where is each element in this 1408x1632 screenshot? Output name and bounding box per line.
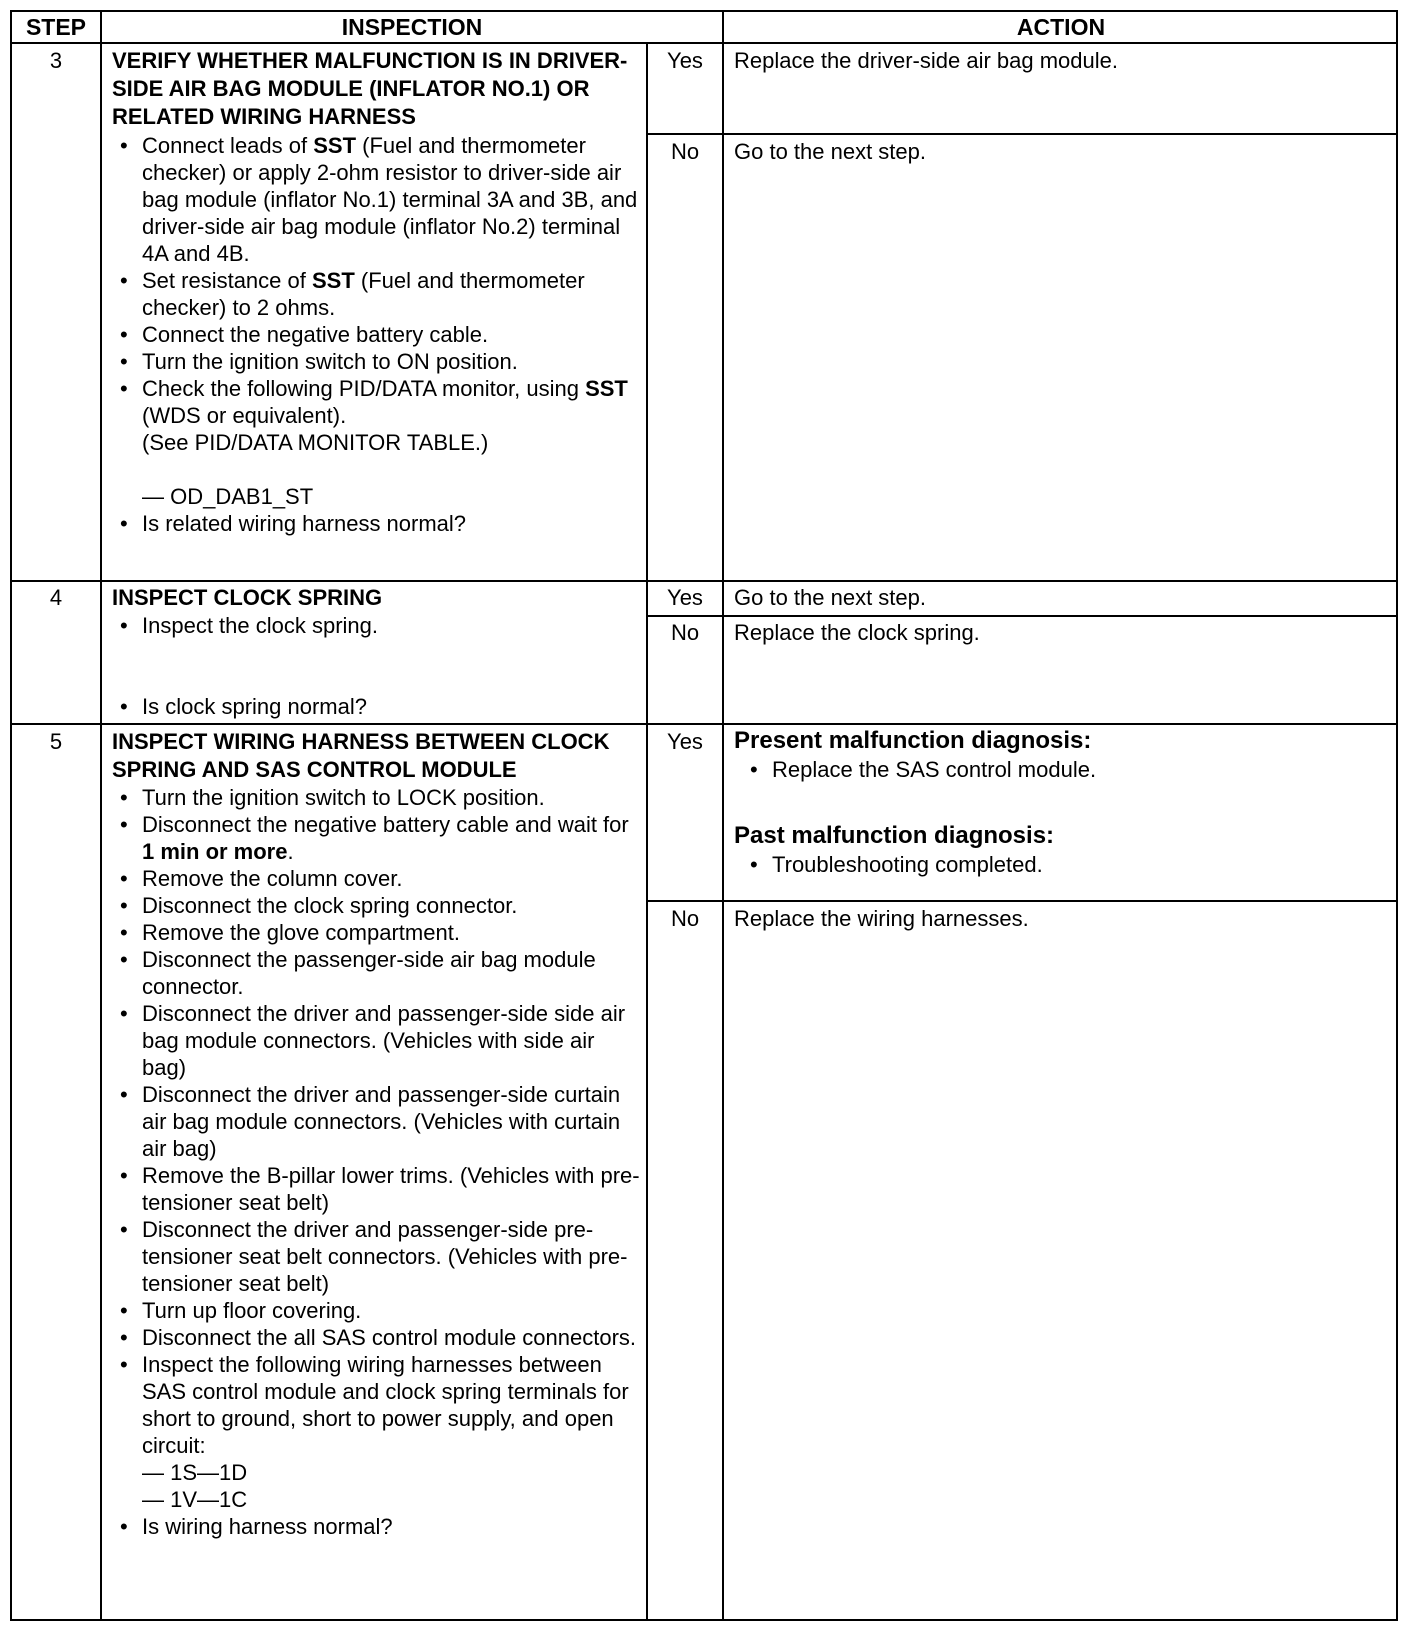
step5-procedure-list [112, 784, 642, 1459]
yes-action: Go to the next step. [734, 585, 927, 610]
no-action: Replace the wiring harnesses. [734, 906, 1029, 931]
question: • Is related wiring harness normal? [112, 510, 642, 537]
list-item: • Disconnect the driver and passenger-side curtain air bag module connectors. (Vehicles with curtain air bag) [112, 1081, 642, 1162]
col-divider-inspection [646, 42, 648, 1619]
present-diagnosis-title: Present malfunction diagnosis: [734, 727, 1092, 754]
no-action: Go to the next step. [734, 139, 927, 164]
list-item: • Inspect the following wiring harnesses between SAS control module and clock spring terminals for short to ground, short to power supply, and open circuit: [112, 1351, 642, 1459]
step3-procedure-list [112, 132, 642, 429]
past-diagnosis-title: Past malfunction diagnosis: [734, 822, 1055, 849]
list-item: • Troubleshooting completed. [742, 851, 1394, 878]
circuit-item: — 1S—1D [142, 1460, 248, 1485]
list-item: • Connect leads of SST (Fuel and thermometer checker) or apply 2-ohm resistor to driver-side air bag module (inflator No.1) terminal 3A and 3B, and driver-side air bag module (inflator No.2) terminal 4A and 4B. [112, 132, 642, 267]
no-action: Replace the clock spring. [734, 620, 980, 645]
reference-note: (See PID/DATA MONITOR TABLE.) [142, 430, 489, 455]
no-label: No [670, 906, 700, 931]
step4-yes-no-divider [646, 615, 1396, 617]
list-item: • Remove the column cover. [112, 865, 642, 892]
list-item: • Turn the ignition switch to ON position. [112, 348, 642, 375]
list-item: • Remove the B-pillar lower trims. (Vehicles with pre-tensioner seat belt) [112, 1162, 642, 1216]
yes-label: Yes [667, 585, 703, 610]
list-item: • Disconnect the driver and passenger-side pre-tensioner seat belt connectors. (Vehicles with pre-tensioner seat belt) [112, 1216, 642, 1297]
yes-label: Yes [667, 48, 703, 73]
list-item: • Disconnect the negative battery cable and wait for 1 min or more. [112, 811, 642, 865]
header-divider [12, 42, 1396, 44]
list-item: • Disconnect the clock spring connector. [112, 892, 642, 919]
list-item: • Disconnect the driver and passenger-side side air bag module connectors. (Vehicles with side air bag) [112, 1000, 642, 1081]
step4-bottom [12, 723, 1396, 725]
step-title: INSPECT WIRING HARNESS BETWEEN CLOCK SPRING AND SAS CONTROL MODULE [112, 729, 610, 782]
step5-yes-no-divider [646, 900, 1396, 902]
header-step: STEP [25, 13, 87, 40]
list-item: • Disconnect the passenger-side air bag module connector. [112, 946, 642, 1000]
list-item: • Replace the SAS control module. [742, 756, 1394, 783]
step3-inspection [112, 47, 642, 537]
monitor-item: — OD_DAB1_ST [142, 484, 314, 509]
no-label: No [670, 139, 700, 164]
list-item: • Disconnect the all SAS control module connectors. [112, 1324, 642, 1351]
header-inspection: INSPECTION [341, 13, 483, 40]
step-number: 3 [49, 48, 63, 73]
list-item: • Connect the negative battery cable. [112, 321, 642, 348]
step4-inspection [112, 584, 642, 720]
question: • Is clock spring normal? [112, 693, 642, 720]
header-action: ACTION [1016, 13, 1106, 40]
no-label: No [670, 620, 700, 645]
list-item: • Turn up floor covering. [112, 1297, 642, 1324]
yes-label: Yes [667, 729, 703, 754]
yes-action [734, 726, 1394, 878]
col-divider-yesno [722, 12, 724, 1619]
step3-bottom [12, 580, 1396, 582]
list-item: • Turn the ignition switch to LOCK position. [112, 784, 642, 811]
list-item: • Inspect the clock spring. [112, 612, 642, 639]
step-number: 5 [49, 729, 63, 754]
list-item: • Check the following PID/DATA monitor, using SST (WDS or equivalent). [112, 375, 642, 429]
step-number: 4 [49, 585, 63, 610]
step3-yes-no-divider [646, 133, 1396, 135]
question: • Is wiring harness normal? [112, 1513, 642, 1540]
step5-inspection [112, 728, 642, 1540]
step-title: VERIFY WHETHER MALFUNCTION IS IN DRIVER-SIDE AIR BAG MODULE (INFLATOR NO.1) OR RELATED WIRING HARNESS [112, 48, 628, 129]
list-item: • Remove the glove compartment. [112, 919, 642, 946]
col-divider-step [100, 12, 102, 1619]
list-item: • Set resistance of SST (Fuel and thermometer checker) to 2 ohms. [112, 267, 642, 321]
yes-action: Replace the driver-side air bag module. [734, 48, 1118, 73]
step-title: INSPECT CLOCK SPRING [112, 585, 383, 610]
troubleshooting-table [10, 10, 1398, 1621]
circuit-item: — 1V—1C [142, 1487, 248, 1512]
